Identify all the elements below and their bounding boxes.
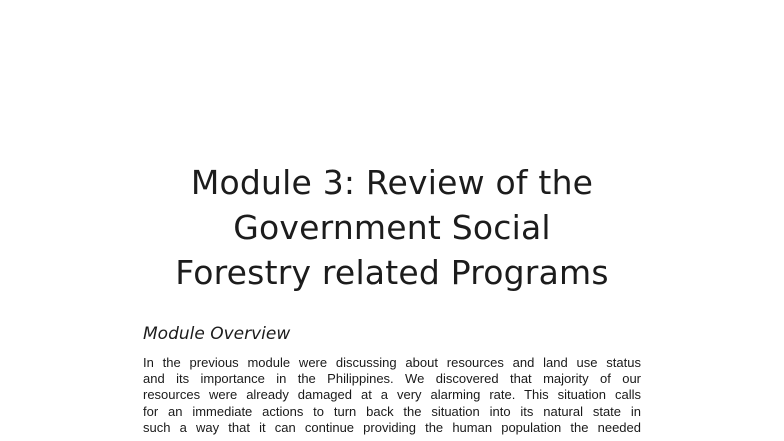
- module-overview-paragraph: [143, 355, 641, 436]
- section-heading-module-overview: Module Overview: [143, 324, 291, 344]
- paragraph-line: resources were already damaged at a very alarming rate. This situation calls: [143, 387, 641, 403]
- module-title: [120, 160, 664, 295]
- paragraph-line: such a way that it can continue providing the human population the needed: [143, 419, 641, 435]
- module-title-line: Government Social: [233, 208, 551, 247]
- paragraph-line: for an immediate actions to turn back the situation into its natural state in: [143, 403, 641, 419]
- module-title-line: Module 3: Review of the: [190, 163, 594, 202]
- paragraph-line: and its importance in the Philippines. We discovered that majority of our: [143, 371, 641, 387]
- module-title-line: Forestry related Programs: [175, 253, 609, 292]
- paragraph-line: In the previous module were discussing about resources and land use status: [143, 355, 641, 370]
